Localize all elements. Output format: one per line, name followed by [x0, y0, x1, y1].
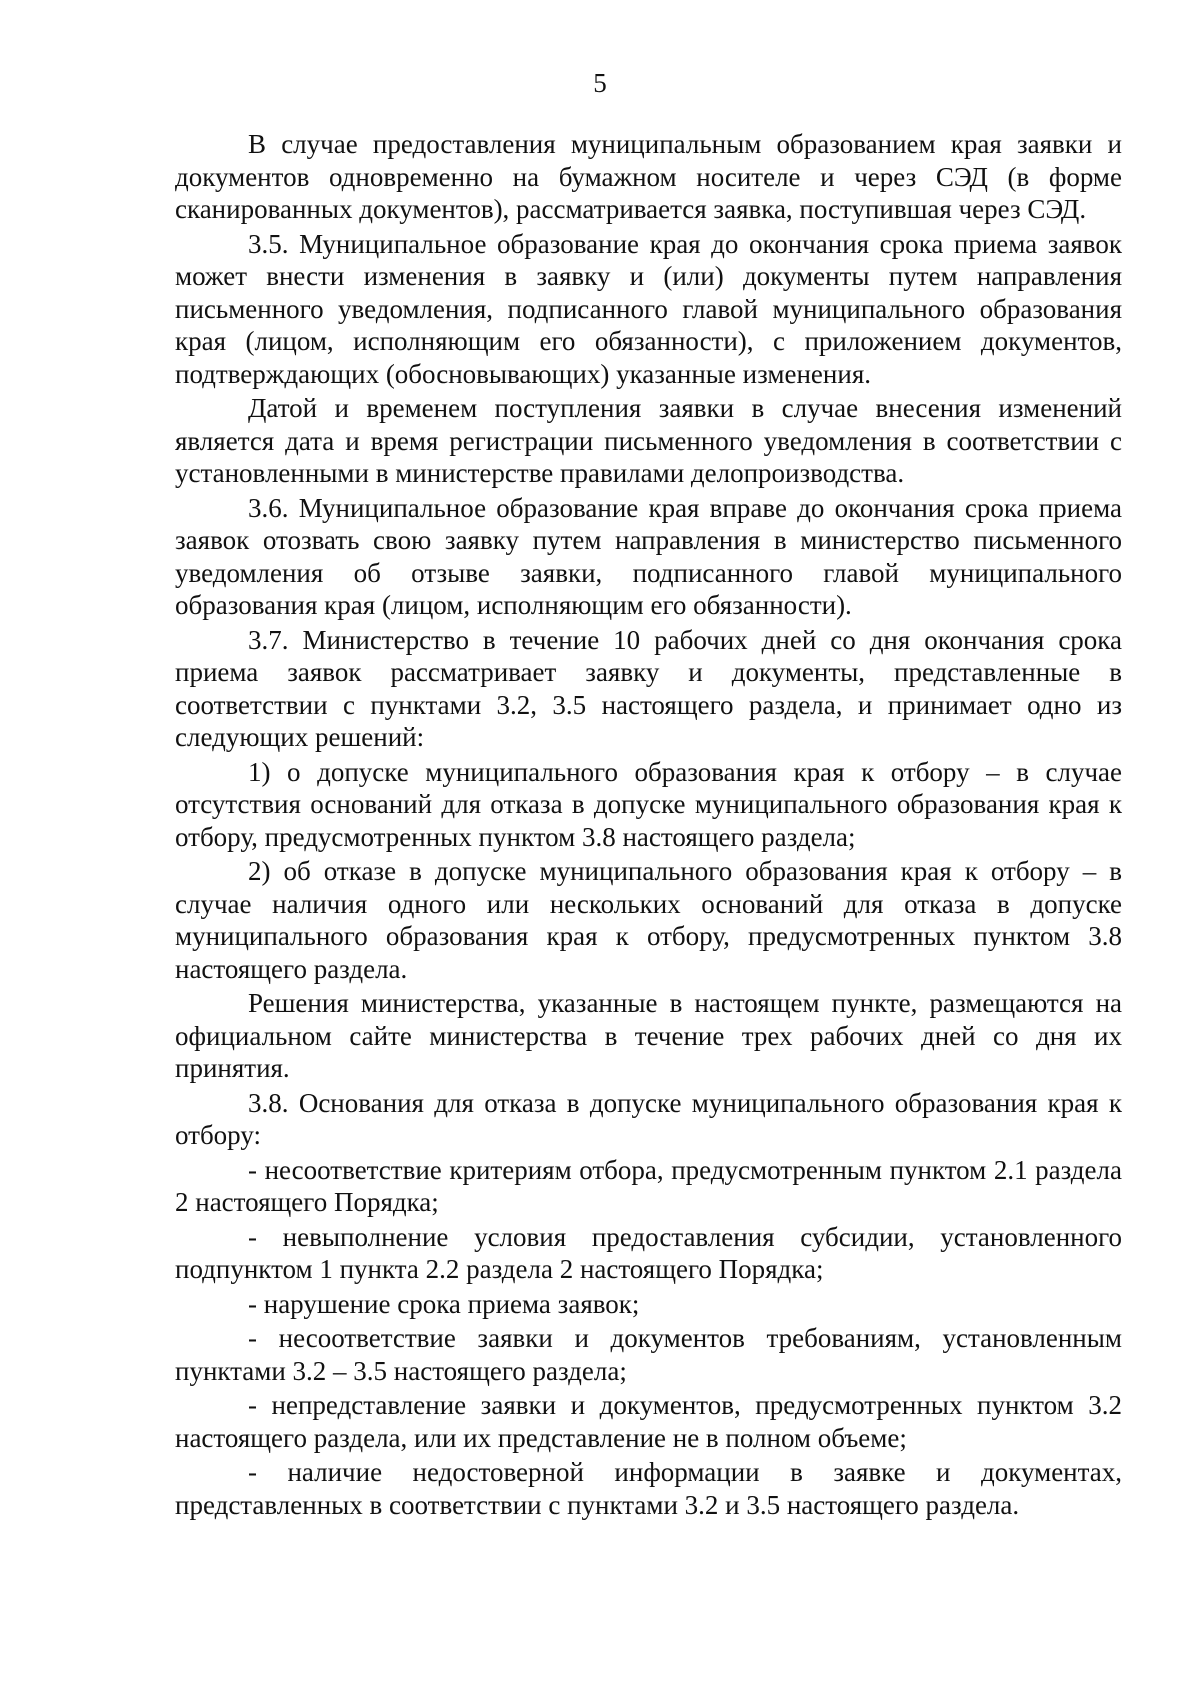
paragraph-3-5: 3.5. Муниципальное образование края до окончания срока приема заявок может внести изменения в заявку и (или) документы путем направления письменного уведомления, подписанного главой муниципального образования края (лицом, исполняющим его обязанности), с приложением документов, подтверждающих (обосновывающих) указанные изменения. [175, 228, 1122, 389]
paragraph-decision-2: 2) об отказе в допуске муниципального образования края к отбору – в случае наличия одного или нескольких оснований для отказа в допуске муниципального образования края к отбору, предусмотренных пунктом 3.8 настоящего раздела. [175, 856, 1122, 984]
list-item-requirements: - несоответствие заявки и документов требованиям, установленным пунктами 3.2 – 3.5 настоящего раздела; [175, 1323, 1122, 1386]
paragraph-3-6: 3.6. Муниципальное образование края вправе до окончания срока приема заявок отозвать свою заявку путем направления в министерство письменного уведомления об отзыве заявки, подписанного главой муниципального образования края (лицом, исполняющим его обязанности). [175, 492, 1122, 620]
paragraph-3-7: 3.7. Министерство в течение 10 рабочих дней со дня окончания срока приема заявок рассматривает заявку и документы, представленные в соответствии с пунктами 3.2, 3.5 настоящего раздела, и принимает одно из следующих решений: [175, 624, 1122, 752]
list-item-incomplete: - непредставление заявки и документов, предусмотренных пунктом 3.2 настоящего раздела, или их представление не в полном объеме; [175, 1390, 1122, 1453]
paragraph-decision-1: 1) о допуске муниципального образования края к отбору – в случае отсутствия оснований для отказа в допуске муниципального образования края к отбору, предусмотренных пунктом 3.8 настоящего раздела; [175, 756, 1122, 852]
paragraph-sed-submission: В случае предоставления муниципальным образованием края заявки и документов одновременно на бумажном носителе и через СЭД (в форме сканированных документов), рассматривается заявка, поступившая через СЭД. [175, 129, 1122, 224]
list-item-unreliable: - наличие недостоверной информации в заявке и документах, представленных в соответствии с пунктами 3.2 и 3.5 настоящего раздела. [175, 1457, 1122, 1520]
list-item-deadline: - нарушение срока приема заявок; [248, 1288, 640, 1319]
page-number: 5 [593, 68, 607, 98]
paragraph-receipt-date: Датой и временем поступления заявки в случае внесения изменений является дата и время регистрации письменного уведомления в соответствии с установленными в министерстве правилами делопроизводства. [175, 393, 1122, 488]
document-body [175, 128, 1122, 1521]
paragraph-3-8: 3.8. Основания для отказа в допуске муниципального образования края к отбору: [175, 1087, 1122, 1150]
list-item-criteria: - несоответствие критериям отбора, предусмотренным пунктом 2.1 раздела 2 настоящего Порядка; [175, 1154, 1122, 1217]
paragraph-decisions-publication: Решения министерства, указанные в настоящем пункте, размещаются на официальном сайте министерства в течение трех рабочих дней со дня их принятия. [175, 988, 1122, 1083]
list-item-conditions: - невыполнение условия предоставления субсидии, установленного подпунктом 1 пункта 2.2 раздела 2 настоящего Порядка; [175, 1221, 1122, 1284]
